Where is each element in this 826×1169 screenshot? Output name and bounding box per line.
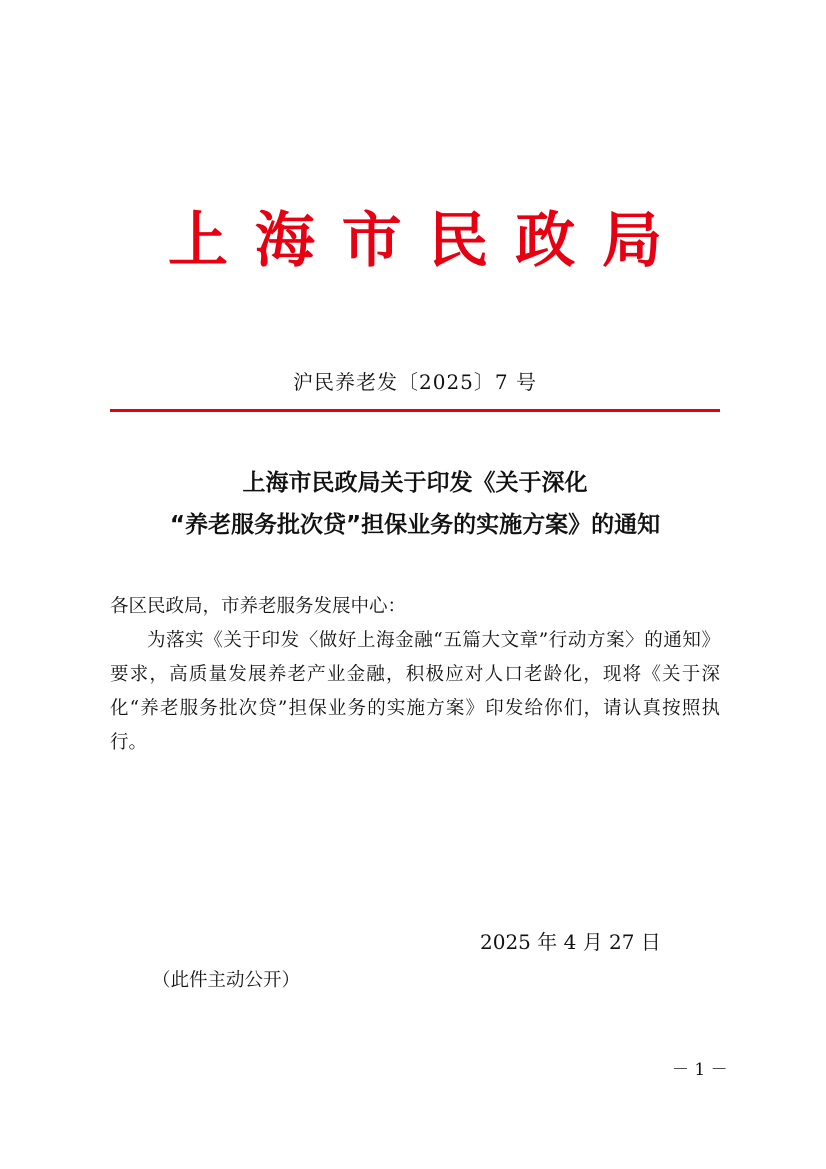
title-line-1: 上海市民政局关于印发《关于深化 [242,470,588,496]
document-number: 沪民养老发〔2025〕7 号 [293,370,537,394]
disclosure-note: （此件主动公开） [152,970,301,991]
masthead-char: 上 [168,206,228,276]
body-paragraph: 为落实《关于印发〈做好上海金融“五篇大文章”行动方案〉的通知》要求，高质量发展养老产业金融，积极应对人口老龄化，现将《关于深化“养老服务批次贷”担保业务的实施方案》印发给你们，请认真按照执行。 [110,630,720,753]
title-line-2: “养老服务批次贷”担保业务的实施方案》的通知 [169,512,661,538]
masthead-char: 市 [341,206,402,276]
issue-date: 2025 年 4 月 27 日 [480,930,661,954]
document-body [110,590,720,760]
masthead-char: 海 [254,206,315,276]
document-title [110,462,720,546]
masthead-char: 局 [601,206,662,276]
page-number: － 1 － [672,1060,728,1080]
issuing-authority-masthead [110,196,720,286]
masthead-char: 民 [428,206,489,276]
masthead-char: 政 [515,206,576,276]
salutation: 各区民政局，市养老服务发展中心： [110,596,407,617]
red-separator-line [110,409,720,412]
